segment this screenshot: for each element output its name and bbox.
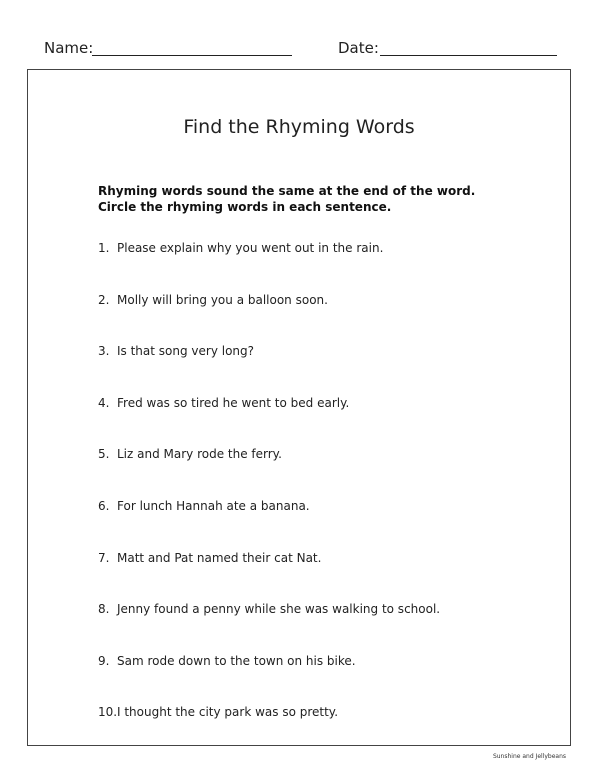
question-number: 2. (98, 292, 110, 307)
question-item (98, 292, 538, 344)
name-line[interactable] (92, 55, 292, 56)
question-item (98, 343, 538, 395)
question-list (98, 240, 538, 756)
credit-text: Sunshine and Jellybeans (492, 753, 566, 760)
question-text: Please explain why you went out in the rain. (117, 241, 384, 255)
question-text: Is that song very long? (117, 344, 255, 359)
question-text: Jenny found a penny while she was walking to school. (117, 602, 441, 617)
question-number: 1. (98, 241, 110, 255)
date-label: Date: (338, 39, 379, 57)
question-item (98, 446, 538, 498)
question-number: 5. (98, 447, 110, 462)
question-number: 8. (98, 602, 110, 617)
question-text: Sam rode down to the town on his bike. (117, 653, 356, 668)
question-text: Fred was so tired he went to bed early. (117, 395, 350, 410)
question-item (98, 601, 538, 653)
question-text: Molly will bring you a balloon soon. (117, 292, 328, 307)
question-number: 4. (98, 395, 110, 410)
worksheet-frame (27, 69, 571, 746)
question-item (98, 240, 538, 292)
question-text: I thought the city park was so pretty. (117, 705, 339, 720)
question-text: Liz and Mary rode the ferry. (117, 447, 282, 462)
question-item (98, 395, 538, 447)
worksheet-title: Find the Rhyming Words (183, 116, 415, 138)
question-number: 10. (98, 705, 118, 720)
question-number: 9. (98, 653, 110, 668)
question-number: 6. (98, 498, 110, 513)
question-item (98, 704, 538, 756)
instructions: Rhyming words sound the same at the end of the word. Circle the rhyming words in each sentence. (98, 184, 476, 214)
question-number: 7. (98, 550, 110, 565)
question-number: 3. (98, 344, 110, 359)
date-line[interactable] (380, 55, 557, 56)
question-item (98, 653, 538, 705)
question-item (98, 550, 538, 602)
question-text: Matt and Pat named their cat Nat. (117, 550, 322, 565)
question-text: For lunch Hannah ate a banana. (117, 498, 310, 513)
header-row (0, 38, 600, 62)
name-label: Name: (44, 39, 94, 57)
question-item (98, 498, 538, 550)
